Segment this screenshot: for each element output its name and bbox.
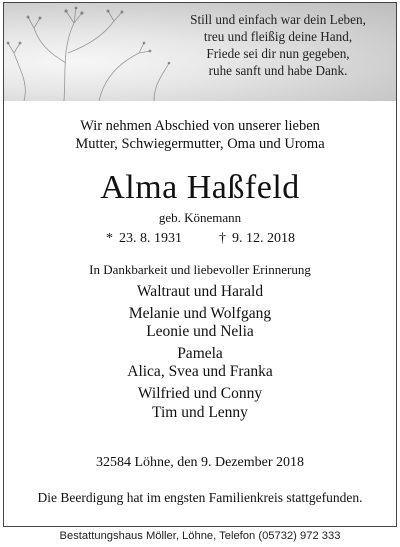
gratitude-line: In Dankbarkeit und liebevoller Erinnerung [89,262,311,277]
verse-line: Still und einfach war dein Leben, [190,12,366,27]
verse-line: Friede sei dir nun gegeben, [206,46,350,61]
birth-name: geb. Könemann [158,210,242,225]
family-line: Waltraut und Harald [136,283,264,300]
cross-icon: † [219,231,226,246]
footer-funeral-home: Bestattungshaus Möller, Löhne, Telefon (05732) 972 333 [59,530,341,542]
family-line: Wilfried und Conny [137,384,263,402]
intro-line: Mutter, Schwiegermutter, Oma und Uroma [75,136,325,152]
place-date: 32584 Löhne, den 9. Dezember 2018 [96,455,304,470]
deceased-name: Alma Haßfeld [100,169,300,206]
intro-text [0,117,400,153]
family-list [0,283,400,422]
family-line: Alica, Svea und Franka [127,363,273,381]
verse-line: ruhe sanft und habe Dank. [208,63,348,78]
verse [178,11,378,79]
header-image [4,3,396,101]
birth-date [106,231,182,247]
intro-line: Wir nehmen Abschied von unserer lieben [80,118,320,134]
family-line: Pamela [177,344,223,362]
verse-line: treu und fleißig deine Hand, [203,29,353,44]
death-date-value: 9. 12. 2018 [232,231,295,246]
birth-star-icon: * [106,231,113,246]
family-line: Melanie und Wolfgang [128,304,272,322]
death-date [219,231,295,247]
family-line: Leonie und Nelia [146,323,254,341]
family-line: Tim und Lenny [152,403,248,421]
funeral-note: Die Beerdigung hat im engsten Familienkreis stattgefunden. [37,490,363,505]
birth-date-value: 23. 8. 1931 [119,231,182,246]
